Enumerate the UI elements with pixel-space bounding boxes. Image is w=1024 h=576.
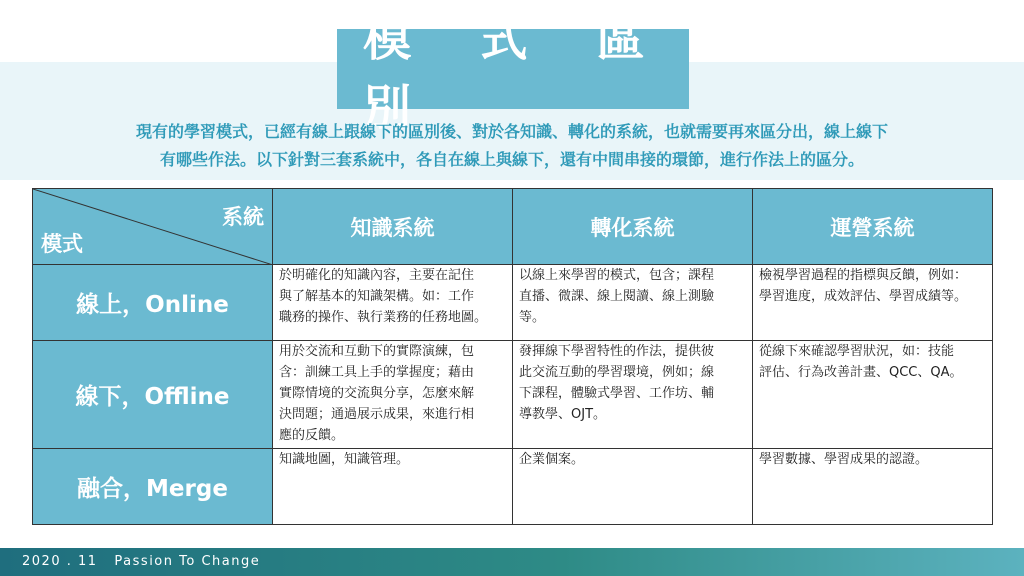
cell-merge-operation: 學習數據、學習成果的認證。 <box>753 449 993 525</box>
table-header-row <box>33 189 993 265</box>
row-header-offline: 線下，Offline <box>33 341 273 449</box>
footer-text: 2020 . 11 Passion To Change <box>22 554 261 569</box>
row-header-online: 線上，Online <box>33 265 273 341</box>
row-header-merge: 融合，Merge <box>33 449 273 525</box>
corner-header <box>33 189 273 265</box>
cell-online-transform: 以線上來學習的模式，包含；課程 直播、微課、線上閱讀、線上測驗 等。 <box>513 265 753 341</box>
cell-merge-knowledge: 知識地圖，知識管理。 <box>273 449 513 525</box>
column-header-transform: 轉化系統 <box>513 189 753 265</box>
cell-online-knowledge: 於明確化的知識內容，主要在記住 與了解基本的知識架構。如：工作 職務的操作、執行業務的任務地圖。 <box>273 265 513 341</box>
intro-text: 現有的學習模式，已經有線上跟線下的區別後、對於各知識、轉化的系統，也就需要再來區分出，線上線下 有哪些作法。以下針對三套系統中，各自在線上與線下，還有中間串接的環節，進行作法上的區分。 <box>135 122 888 169</box>
column-header-operation: 運營系統 <box>753 189 993 265</box>
corner-system-label: 系統 <box>222 205 264 229</box>
cell-offline-knowledge: 用於交流和互動下的實際演練，包 含：訓練工具上手的掌握度；藉由 實際情境的交流與分享，怎麼來解 決問題；通過展示成果，來進行相 應的反饋。 <box>273 341 513 449</box>
table-row-offline <box>33 341 993 449</box>
cell-merge-transform: 企業個案。 <box>513 449 753 525</box>
title-box <box>337 11 689 136</box>
cell-offline-transform: 發揮線下學習特性的作法，提供彼 此交流互動的學習環境，例如；線 下課程，體驗式學習、工作坊、輔 導教學、OJT。 <box>513 341 753 449</box>
table-row-merge <box>33 449 993 525</box>
mode-table <box>32 188 993 525</box>
table-row-online <box>33 265 993 341</box>
cell-offline-operation: 從線下來確認學習狀況，如：技能 評估、行為改善計畫、QCC、QA。 <box>753 341 993 449</box>
cell-online-operation: 檢視學習過程的指標與反饋，例如： 學習進度，成效評估、學習成績等。 <box>753 265 993 341</box>
corner-mode-label: 模式 <box>41 232 83 256</box>
page-title: 模 式 區 別 <box>363 11 671 136</box>
column-header-knowledge: 知識系統 <box>273 189 513 265</box>
